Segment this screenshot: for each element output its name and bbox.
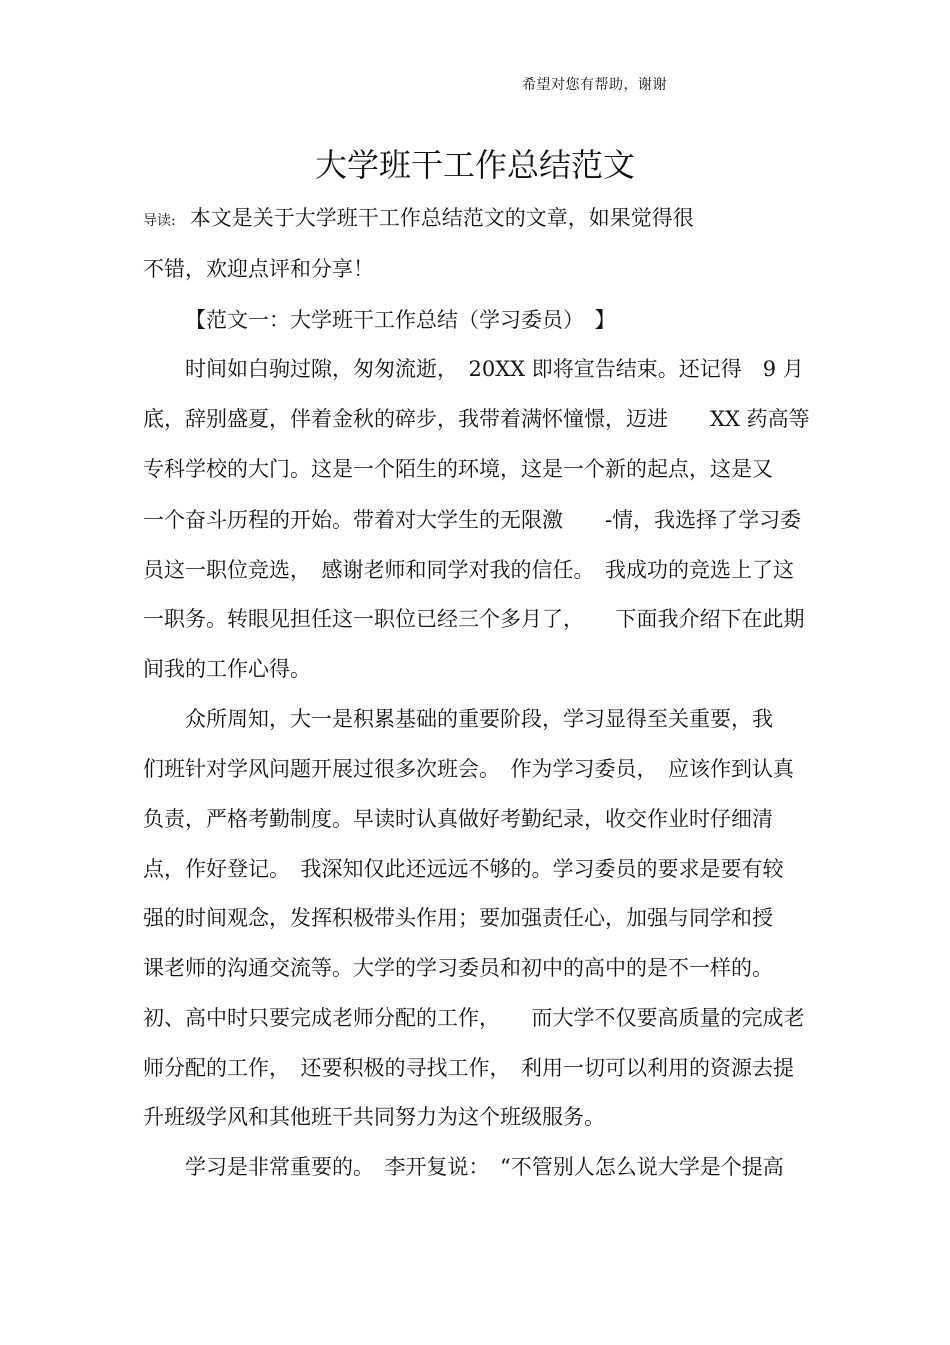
body-line: 初、高中时只要完成老师分配的工作， 而大学不仅要高质量的完成老: [143, 1006, 805, 1030]
body-line: 一个奋斗历程的开始。带着对大学生的无限激 -情，我选择了学习委: [143, 508, 802, 532]
body-line: 学习是非常重要的。 李开复说： “不管别人怎么说大学是个提高: [143, 1155, 784, 1179]
lead-line-1: [143, 205, 694, 234]
lead-line-2: 不错，欢迎点评和分享！: [143, 257, 374, 281]
body-line: 师分配的工作， 还要积极的寻找工作， 利用一切可以利用的资源去提: [143, 1056, 794, 1080]
body-line: 升班级学风和其他班干共同努力为这个班级服务。: [143, 1105, 605, 1129]
body-line: 时间如白驹过隙，匆匆流逝， 20XX 即将宣告结束。还记得 9 月: [143, 357, 804, 381]
body-line: 点，作好登记。 我深知仅此还远远不够的。学习委员的要求是要有较: [143, 857, 784, 881]
body-line: 众所周知，大一是积累基础的重要阶段，学习显得至关重要，我: [143, 707, 773, 731]
lead-text-1: 本文是关于大学班干工作总结范文的文章，如果觉得很: [189, 206, 694, 230]
section-heading: 【范文一：大学班干工作总结（学习委员） 】: [185, 308, 616, 332]
body-line: 专科学校的大门。这是一个陌生的环境，这是一个新的起点，这是又: [143, 457, 773, 481]
body-line: 一职务。转眼见担任这一职位已经三个多月了， 下面我介绍下在此期: [143, 607, 805, 631]
body-line: 底，辞别盛夏，伴着金秋的碎步，我带着满怀憧憬，迈进 XX 药高等: [143, 407, 810, 431]
body-line: 强的时间观念，发挥积极带头作用；要加强责任心，加强与同学和授: [143, 906, 773, 930]
body-line: 员这一职位竞选， 感谢老师和同学对我的信任。 我成功的竞选上了这: [143, 558, 794, 582]
lead-label: 导读:: [143, 213, 176, 229]
body-line: 们班针对学风问题开展过很多次班会。 作为学习委员， 应该作到认真: [143, 757, 794, 781]
header-note: 希望对您有帮助，谢谢: [522, 77, 667, 93]
body-line: 课老师的沟通交流等。大学的学习委员和初中的高中的是不一样的。: [143, 956, 773, 980]
document-title: 大学班干工作总结范文: [314, 146, 635, 184]
body-line: 负责，严格考勤制度。早读时认真做好考勤纪录，收交作业时仔细清: [143, 807, 773, 831]
body-line: 间我的工作心得。: [143, 657, 311, 681]
